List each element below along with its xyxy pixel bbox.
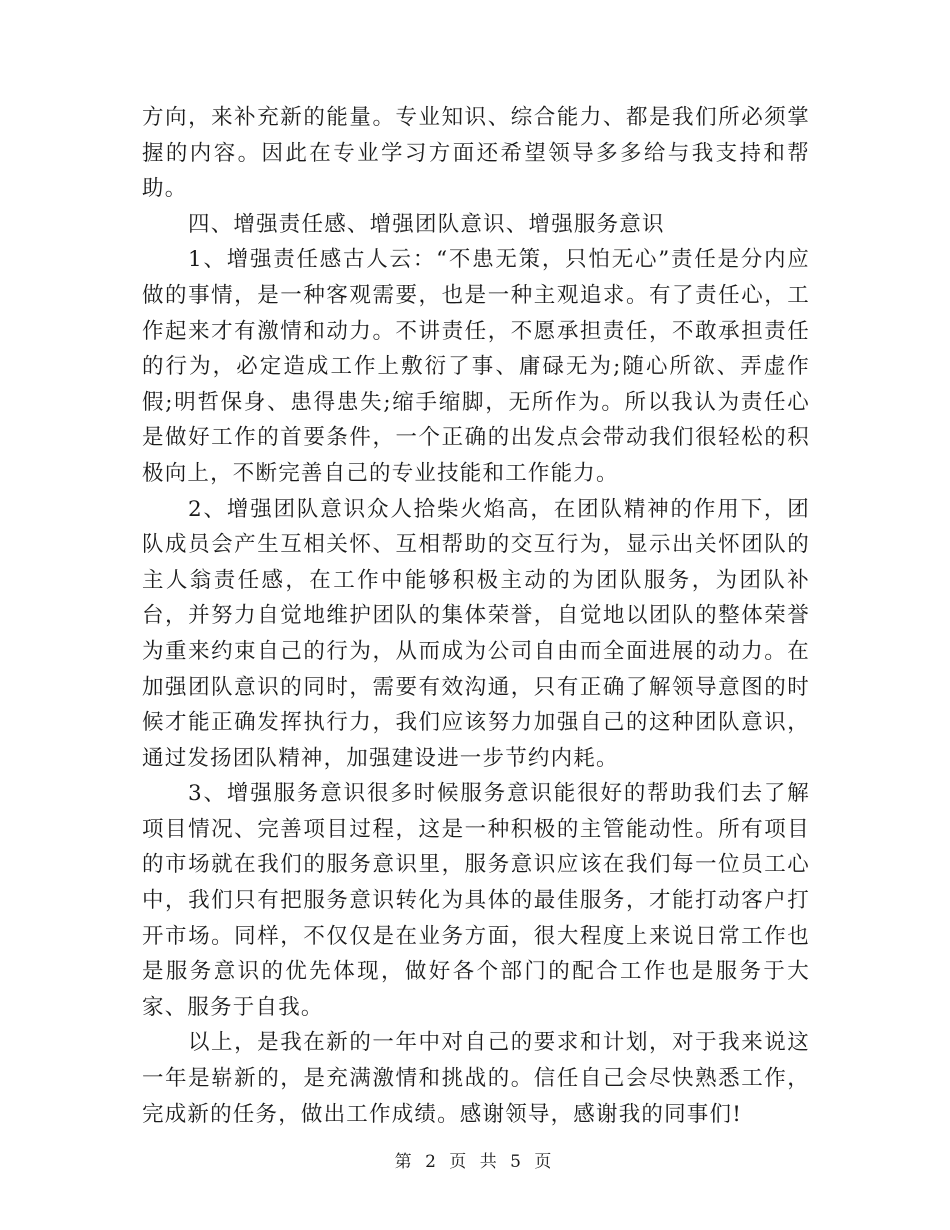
paragraph-continuation: 方向，来补充新的能量。专业知识、综合能力、都是我们所必须掌握的内容。因此在专业学习方面还希望领导多多给与我支持和帮助。 [142, 105, 810, 202]
paragraph-teamwork: 2、增强团队意识众人拾柴火焰高，在团队精神的作用下，团队成员会产生互相关怀、互相帮助的交互行为，显示出关怀团队的主人翁责任感，在工作中能够积极主动的为团队服务，为团队补台，并努力自觉地维护团队的集体荣誉，自觉地以团队的整体荣誉为重来约束自己的行为，从而成为公司自由而全面进展的动力。在加强团队意识的同时，需要有效沟通，只有正确了解领导意图的时候才能正确发挥执行力，我们应该努力加强自己的这种团队意识，通过发扬团队精神，加强建设进一步节约内耗。 [142, 496, 810, 771]
paragraph-responsibility: 1、增强责任感古人云：“不患无策，只怕无心”责任是分内应做的事情，是一种客观需要，也是一种主观追求。有了责任心，工作起来才有激情和动力。不讲责任，不愿承担责任，不敢承担责任的行为，必定造成工作上敷衍了事、庸碌无为;随心所欲、弄虚作假;明哲保身、患得患失;缩手缩脚，无所作为。所以我认为责任心是做好工作的首要条件，一个正确的出发点会带动我们很轻松的积极向上，不断完善自己的专业技能和工作能力。 [142, 247, 810, 486]
page-number-footer: 第 2 页 共 5 页 [394, 1152, 556, 1172]
paragraph-conclusion: 以上，是我在新的一年中对自己的要求和计划，对于我来说这一年是崭新的，是充满激情和挑战的。信任自己会尽快熟悉工作，完成新的任务，做出工作成绩。感谢领导，感谢我的同事们! [142, 1030, 810, 1127]
paragraph-service: 3、增强服务意识很多时候服务意识能很好的帮助我们去了解项目情况、完善项目过程，这是一种积极的主管能动性。所有项目的市场就在我们的服务意识里，服务意识应该在我们每一位员工心中，我们只有把服务意识转化为具体的最佳服务，才能打动客户打开市场。同样，不仅仅是在业务方面，很大程度上来说日常工作也是服务意识的优先体现，做好各个部门的配合工作也是服务于大家、服务于自我。 [142, 781, 810, 1020]
document-body [142, 100, 810, 1132]
section-heading: 四、增强责任感、增强团队意识、增强服务意识 [188, 211, 665, 237]
